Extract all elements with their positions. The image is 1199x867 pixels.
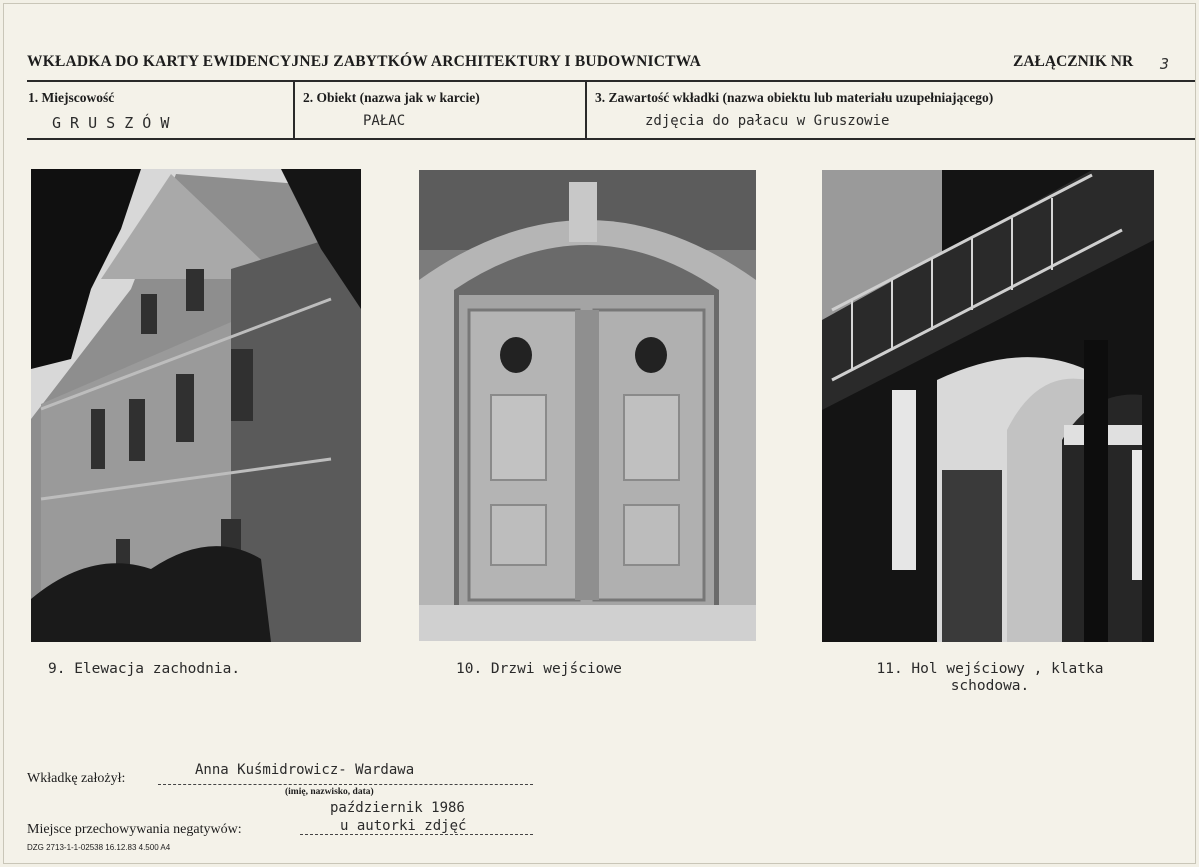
storage-line (300, 834, 533, 835)
date-value: październik 1986 (330, 800, 465, 816)
header-rule-bottom (27, 138, 1195, 140)
object-label: 2. Obiekt (nazwa jak w karcie) (303, 90, 480, 105)
contents-label: 3. Zawartość wkładki (nazwa obiektu lub materiału uzupełniającego) (595, 90, 994, 105)
object-value: PAŁAC (363, 113, 406, 129)
created-by-label: Wkładkę założył: (27, 771, 126, 786)
print-code: DZG 2713-1-1-02538 16.12.83 4.500 A4 (27, 843, 171, 852)
caption-photo-11-line1: 11. Hol wejściowy , klatka (876, 661, 1104, 677)
attachment-label: ZAŁĄCZNIK NR (1013, 53, 1134, 70)
photo-entrance-doors (419, 170, 756, 641)
negatives-storage-value: u autorki zdjęć (340, 818, 467, 834)
negatives-storage-label: Miejsce przechowywania negatywów: (27, 822, 242, 837)
caption-photo-11-line2: schodowa. (950, 678, 1030, 694)
header-rule-top (27, 80, 1195, 82)
document-title: WKŁADKA DO KARTY EWIDENCYJNEJ ZABYTKÓW ARCHITEKTURY I BUDOWNICTWA (27, 53, 702, 70)
attachment-number: 3 (1160, 55, 1170, 73)
photo-entrance-hall (822, 170, 1154, 642)
field-divider-1 (293, 82, 295, 138)
photo-west-elevation (31, 169, 361, 642)
caption-photo-10: 10. Drzwi wejściowe (456, 661, 622, 677)
caption-photo-11 (850, 661, 1130, 695)
contents-value: zdjęcia do pałacu w Gruszowie (645, 113, 890, 129)
locality-label: 1. Miejscowość (28, 90, 115, 105)
caption-photo-9: 9. Elewacja zachodnia. (48, 661, 241, 677)
locality-value: G R U S Z Ó W (52, 114, 170, 132)
created-by-hint: (imię, nazwisko, data) (285, 787, 374, 797)
created-by-line (158, 784, 533, 785)
created-by-value: Anna Kuśmidrowicz- Wardawa (195, 762, 415, 778)
field-divider-2 (585, 82, 587, 138)
